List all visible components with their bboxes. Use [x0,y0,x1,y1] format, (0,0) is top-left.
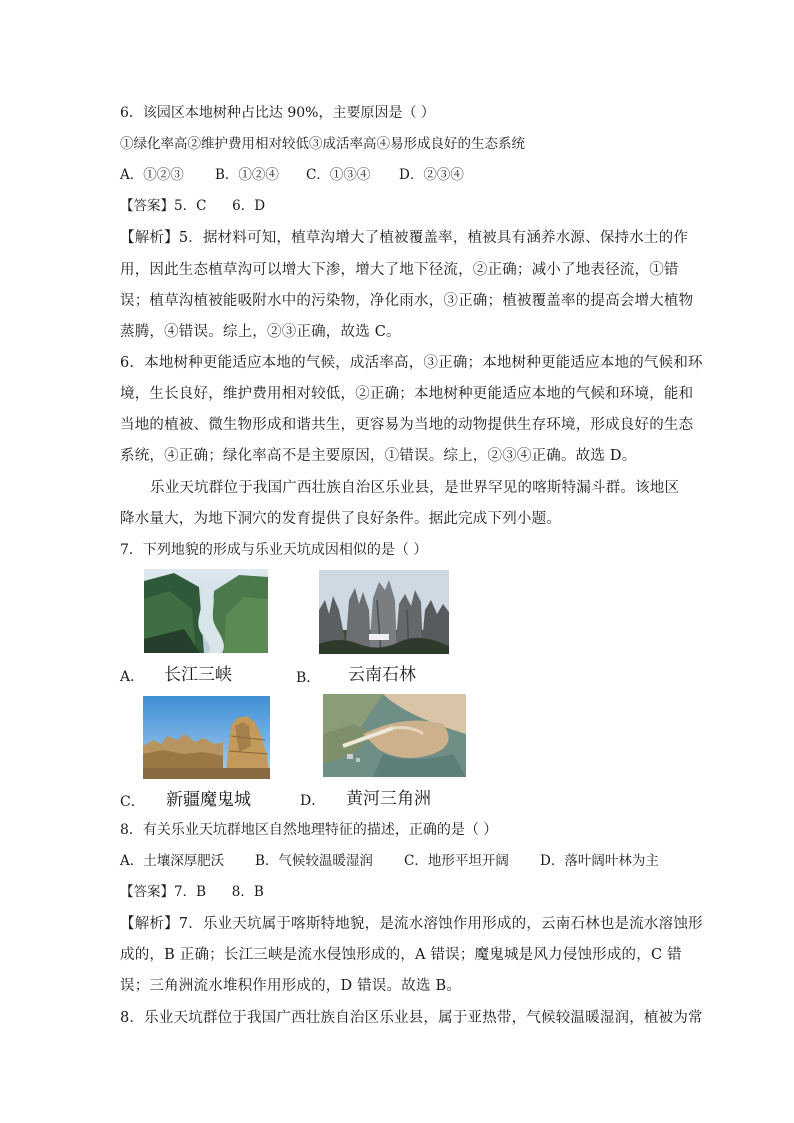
analysis-7-8-line-4: 8．乐业天坑群位于我国广西壮族自治区乐业县，属于亚热带，气候较温暖湿润，植被为常 [120,1010,703,1026]
analysis-5-6-line-2: 用，因此生态植草沟可以增大下渗，增大了地下径流，②正确；减小了地表径流，①错 [120,262,679,278]
q8-stem: 8．有关乐业天坑群地区自然地理特征的描述，正确的是（ ） [120,822,498,838]
q7-option-a-caption: 长江三峡 [164,665,232,685]
material-line-1: 乐业天坑群位于我国广西壮族自治区乐业县，是世界罕见的喀斯特漏斗群。该地区 [150,480,680,496]
q7-option-b-letter: B． [296,670,321,686]
analysis-text: 5．据材料可知，植草沟增大了植被覆盖率，植被具有涵养水源、保持水土的作 [178,230,689,246]
q7-option-a-letter: A． [120,669,145,685]
image-yunnan-stone-forest [319,570,449,654]
analysis-5-6-line-6: 境，生长良好，维护费用相对较低，②正确；本地树种更能适应本地的气候和环境，能和 [120,386,694,402]
analysis-7-8-line-3: 误；三角洲流水堆积作用形成的，D 错误。故选 B。 [120,978,461,994]
q8-option-a: A．土壤深厚肥沃 [120,853,225,869]
q6-option-c: C．①③④ [306,167,371,183]
analysis-5-6-line-7: 当地的植被、微生物形成和谐共生，更容易为当地的动物提供生存环境，形成良好的生态 [120,417,694,433]
analysis-5-6-line-4: 蒸腾，④错误。综上，②③正确，故选 C。 [120,324,401,340]
analysis-5-6-line-1 [120,228,688,248]
analysis-label: 【解析】 [120,230,179,246]
answer-label: 【答案】 [120,884,174,900]
q6-option-d: D．②③④ [399,167,464,183]
q8-option-c: C．地形平坦开阔 [404,853,509,869]
q8-option-d: D．落叶阔叶林为主 [540,853,659,869]
answer-5-6 [120,196,265,216]
image-yangtze-three-gorges [144,569,268,653]
q7-option-d-caption: 黄河三角洲 [346,789,431,809]
analysis-label: 【解析】 [120,916,179,932]
q6-stem: 6．该园区本地树种占比达 90%，主要原因是（ ） [120,105,435,121]
analysis-7-8-line-2: 成的，B 正确；长江三峡是流水侵蚀形成的，A 错误；魔鬼城是风力侵蚀形成的，C 错 [120,947,682,963]
q7-stem: 7．下列地貌的形成与乐业天坑成因相似的是（ ） [120,542,428,558]
material-line-2: 降水量大，为地下洞穴的发育提供了良好条件。据此完成下列小题。 [120,511,561,527]
q6-option-a: A．①②③ [120,167,184,183]
q7-option-c-caption: 新疆魔鬼城 [166,790,251,810]
answer-label: 【答案】 [120,198,174,214]
analysis-7-8-line-1 [120,914,703,934]
image-xinjiang-ghost-city [143,696,270,779]
answer-7-8 [120,882,264,902]
q8-option-b: B．气候较温暖湿润 [255,853,373,869]
q7-option-b-caption: 云南石林 [348,665,416,685]
q7-option-c-letter: C． [120,794,145,810]
analysis-5-6-line-5: 6．本地树种更能适应本地的气候，成活率高，③正确；本地树种更能适应本地的气候和环 [120,355,703,371]
q7-option-d-letter: D． [300,793,326,809]
image-yellow-river-delta [323,694,466,777]
q6-statements: ①绿化率高②维护费用相对较低③成活率高④易形成良好的生态系统 [120,136,525,152]
analysis-text: 7．乐业天坑属于喀斯特地貌，是流水溶蚀作用形成的，云南石林也是流水溶蚀形 [178,916,703,932]
answer-text: 5．C 6．D [174,198,266,214]
analysis-5-6-line-8: 系统，④正确；绿化率高不是主要原因，①错误。综上，②③④正确。故选 D。 [120,448,637,464]
q6-option-b: B．①②④ [215,167,279,183]
answer-text: 7．B 8．B [174,884,264,900]
analysis-5-6-line-3: 误；植草沟植被能吸附水中的污染物，净化雨水，③正确；植被覆盖率的提高会增大植物 [120,293,694,309]
